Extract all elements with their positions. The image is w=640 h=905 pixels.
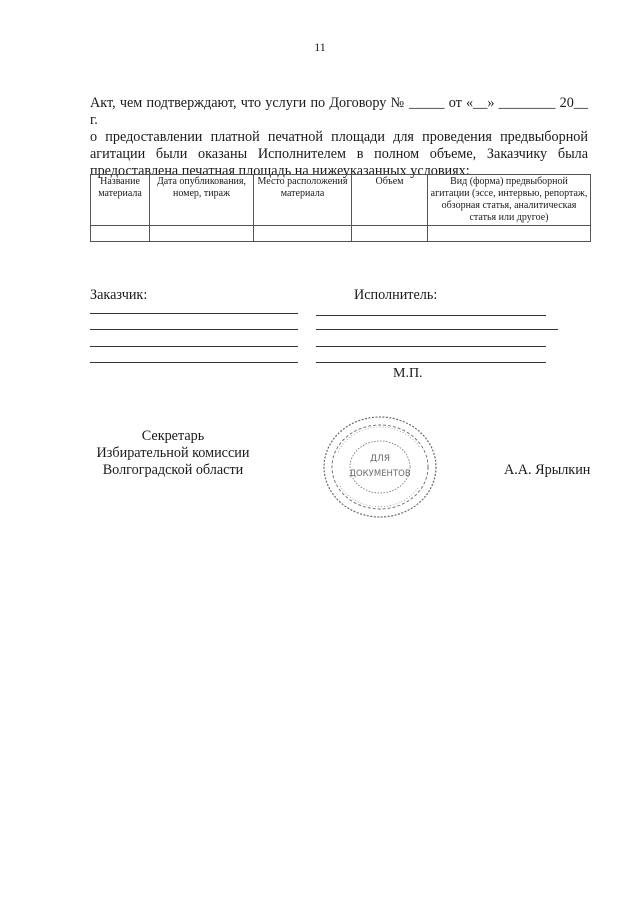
contractor-signature-line xyxy=(316,329,558,330)
intro-line-4: предоставлена печатная площадь на нижеуказанных условиях: xyxy=(90,163,470,179)
intro-line-2: о предоставлении платной печатной площади для проведения предвыборной xyxy=(90,129,588,145)
signature-block xyxy=(90,287,590,387)
contractor-signature-line xyxy=(316,362,546,363)
material-table xyxy=(90,174,591,242)
customer-signature-line xyxy=(90,362,298,363)
contractor-label: Исполнитель: xyxy=(354,287,438,303)
secretary-line-3: Волгоградской области xyxy=(102,462,244,478)
table-cell xyxy=(428,226,591,242)
seal-placeholder-label: М.П. xyxy=(393,366,423,381)
intro-line-1: Акт, чем подтверждают, что услуги по Договору № _____ от «__» ________ 20__ г. xyxy=(90,95,588,128)
signer-name: А.А. Ярылкин xyxy=(504,462,591,478)
header-publication-date: Дата опубликования, номер, тираж xyxy=(150,175,254,226)
page-number: 11 xyxy=(314,40,326,54)
secretary-line-1: Секретарь xyxy=(141,428,205,444)
header-material-name: Название материала xyxy=(91,175,150,226)
customer-signature-line xyxy=(90,329,298,330)
customer-signature-line xyxy=(90,346,298,347)
intro-paragraph xyxy=(90,95,588,180)
header-agitation-form: Вид (форма) предвыборной агитации (эссе, интервью, репортаж, обзорная статья, аналитическая статья или другое) xyxy=(428,175,591,226)
customer-signature-line xyxy=(90,313,298,314)
header-material-location: Место расположения материала xyxy=(254,175,352,226)
stamp-text-line-1: ДЛЯ xyxy=(369,454,391,464)
official-stamp xyxy=(320,412,440,522)
secretary-title xyxy=(78,428,268,479)
customer-label: Заказчик: xyxy=(90,287,148,303)
table-cell xyxy=(150,226,254,242)
stamp-text-line-2: ДОКУМЕНТОВ xyxy=(349,469,411,479)
contractor-signature-line xyxy=(316,346,546,347)
secretary-line-2: Избирательной комиссии xyxy=(96,445,250,461)
contractor-signature-line xyxy=(316,315,546,316)
header-volume: Объем xyxy=(352,175,428,226)
table-header-row xyxy=(91,175,591,226)
table-cell xyxy=(91,226,150,242)
intro-line-3: агитации были оказаны Исполнителем в полном объеме, Заказчику была xyxy=(90,146,588,162)
table-cell xyxy=(254,226,352,242)
table-row xyxy=(91,226,591,242)
table-cell xyxy=(352,226,428,242)
